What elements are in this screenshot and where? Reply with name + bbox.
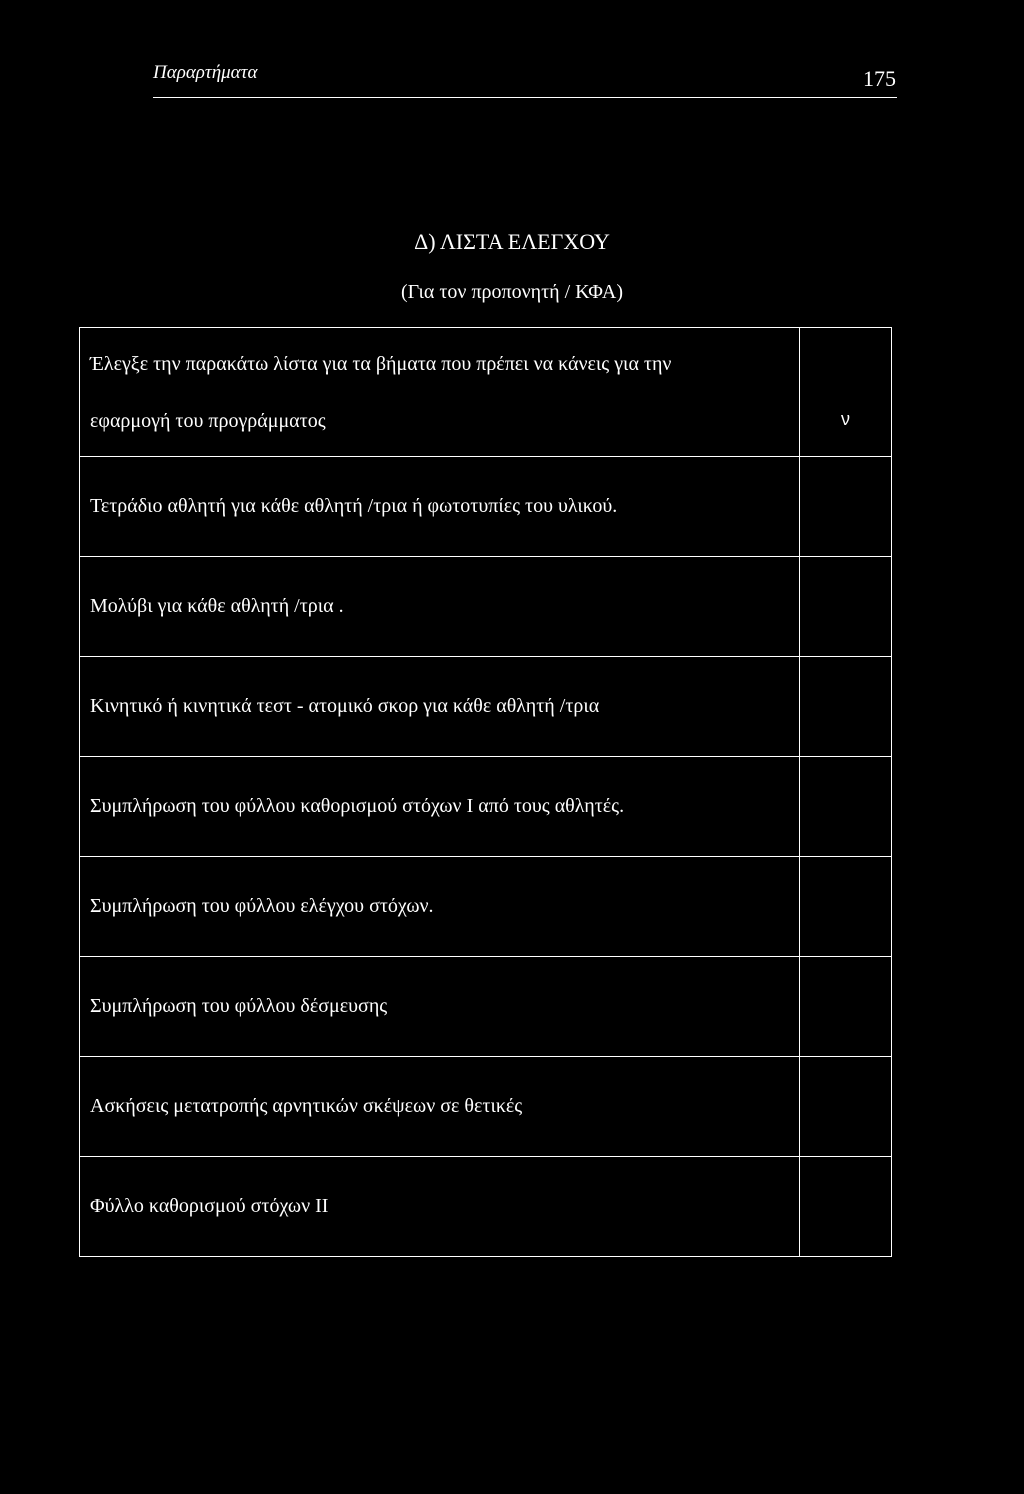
checklist-row — [80, 1157, 892, 1257]
checklist-item-label: Συμπλήρωση του φύλλου ελέγχου στόχων. — [80, 857, 800, 957]
checklist-instruction-line-1: Έλεγξε την παρακάτω λίστα για τα βήματα που πρέπει να κάνεις για την — [90, 353, 672, 375]
checklist-item-label: Μολύβι για κάθε αθλητή /τρια . — [80, 557, 800, 657]
running-head-title: Παραρτήματα — [153, 62, 258, 83]
checklist-item-label: Ασκήσεις μετατροπής αρνητικών σκέψεων σε θετικές — [80, 1057, 800, 1157]
checklist-item-label: Φύλλο καθορισμού στόχων ΙΙ — [80, 1157, 800, 1257]
document-subtitle: (Για τον προπονητή / ΚΦΑ) — [400, 281, 624, 303]
checklist-item-label: Κινητικό ή κινητικά τεστ - ατομικό σκορ για κάθε αθλητή /τρια — [80, 657, 800, 757]
header-rule — [153, 97, 897, 98]
checklist-header-row — [80, 328, 892, 457]
checklist-row — [80, 857, 892, 957]
checklist-check-cell[interactable] — [800, 757, 892, 857]
checklist-item-label: Συμπλήρωση του φύλλου καθορισμού στόχων Ι από τους αθλητές. — [80, 757, 800, 857]
checklist-row — [80, 557, 892, 657]
checklist-check-cell[interactable] — [800, 1057, 892, 1157]
checklist-check-cell[interactable] — [800, 1157, 892, 1257]
checklist-instruction-line-2: εφαρμογή του προγράμματος — [90, 410, 326, 432]
checklist-check-cell[interactable] — [800, 957, 892, 1057]
checklist-item-label: Συμπλήρωση του φύλλου δέσμευσης — [80, 957, 800, 1057]
checklist-row — [80, 1057, 892, 1157]
checklist-row — [80, 957, 892, 1057]
checklist-item-label: Τετράδιο αθλητή για κάθε αθλητή /τρια ή φωτοτυπίες του υλικού. — [80, 457, 800, 557]
page-number: 175 — [863, 66, 896, 91]
checklist-instruction-cell — [80, 328, 800, 457]
checklist-check-cell[interactable] — [800, 557, 892, 657]
checklist-check-cell[interactable] — [800, 857, 892, 957]
checklist-check-cell[interactable] — [800, 657, 892, 757]
checklist-table — [79, 327, 892, 1257]
document-title: Δ) ΛΙΣΤΑ ΕΛΕΓΧΟΥ — [414, 229, 610, 254]
checklist-row — [80, 657, 892, 757]
checklist-check-cell[interactable] — [800, 457, 892, 557]
check-column-header: ν — [800, 328, 892, 457]
checklist-row — [80, 457, 892, 557]
checklist-row — [80, 757, 892, 857]
